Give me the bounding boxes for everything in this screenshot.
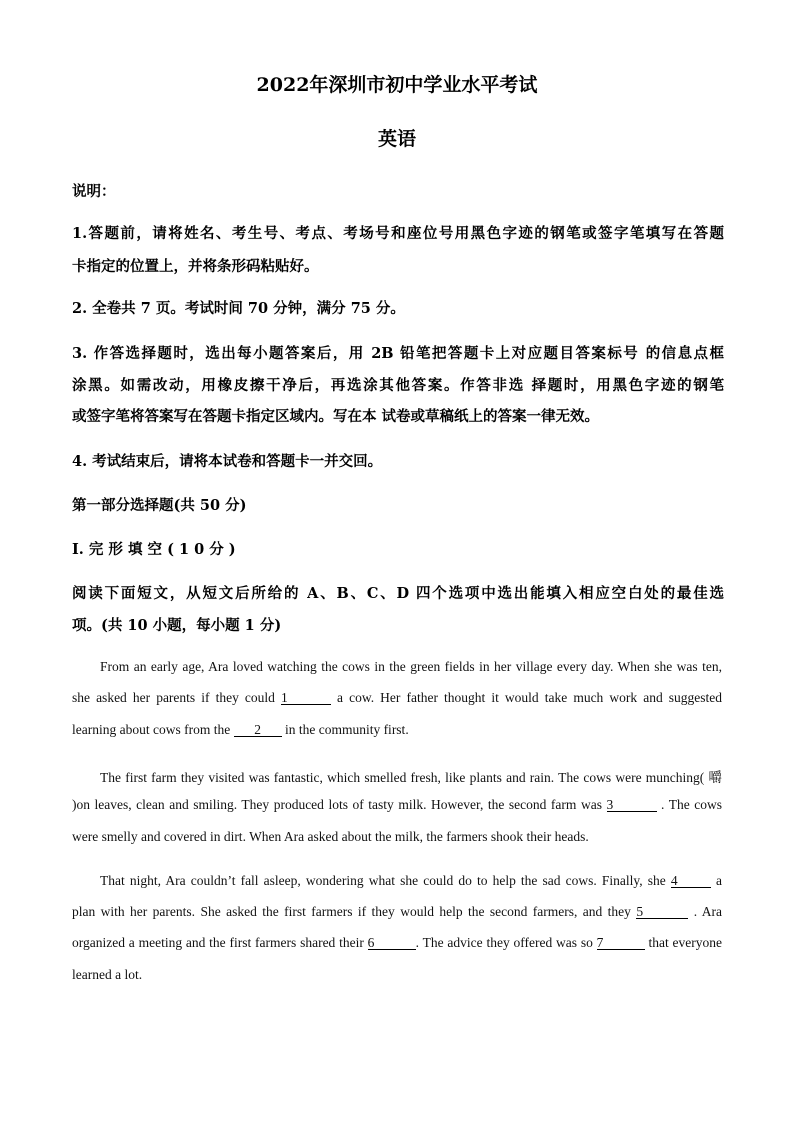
blank-3: 3 bbox=[607, 798, 657, 812]
passage-p3-line-2 bbox=[72, 904, 722, 920]
instruction-3-line-1: 3. 作答选择题时，选出每小题答案后，用 2B 铅笔把答题卡上对应题目答案标号 的信息点框 bbox=[72, 345, 724, 362]
passage-p2-line-1: The first farm they visited was fantastic, which smelled fresh, like plants and rain. The cows were munching( 嚼 bbox=[100, 770, 722, 785]
passage-p3-line-1 bbox=[100, 873, 722, 889]
passage-text: she asked her parents if they could bbox=[72, 690, 281, 705]
exam-title: 2022年深圳市初中学业水平考试 bbox=[256, 74, 538, 96]
passage-text: a bbox=[710, 873, 723, 888]
part1-heading: 第一部分选择题(共 50 分) bbox=[72, 497, 247, 514]
instruction-3-line-2: 涂黑。如需改动，用橡皮擦干净后，再选涂其他答案。作答非选 择题时，用黑色字迹的钢笔 bbox=[72, 377, 724, 394]
passage-p1-line-2 bbox=[72, 690, 722, 706]
passage-text: that everyone bbox=[644, 935, 722, 950]
blank-5: 5 bbox=[636, 905, 688, 919]
blank-2: 2 bbox=[234, 723, 282, 737]
passage-p3-line-4: learned a lot. bbox=[72, 967, 143, 982]
passage-text: . The advice they offered was so bbox=[415, 935, 597, 950]
passage-p2-line-2 bbox=[72, 797, 722, 813]
blank-7: 7 bbox=[597, 936, 645, 950]
instruction-4: 4. 考试结束后，请将本试卷和答题卡一并交回。 bbox=[72, 453, 383, 470]
passage-text: organized a meeting and the first farmers shared their bbox=[72, 935, 368, 950]
instructions-label: 说明： bbox=[72, 183, 116, 200]
passage-p1-line-3 bbox=[72, 722, 722, 738]
passage-text: )on leaves, clean and smiling. They produced lots of tasty milk. However, the second farm was bbox=[72, 797, 607, 812]
subject-title: 英语 bbox=[377, 128, 416, 150]
passage-text: learning about cows from the bbox=[72, 722, 234, 737]
passage-text: in the community first. bbox=[281, 722, 409, 737]
passage-p3-line-3 bbox=[72, 935, 722, 951]
instruction-3-line-3: 或签字笔将答案写在答题卡指定区域内。写在本 试卷或草稿纸上的答案一律无效。 bbox=[72, 408, 600, 425]
passage-text: plan with her parents. She asked the first farmers if they would help the second farmers, and they bbox=[72, 904, 637, 919]
instruction-1-line-1: 1.答题前，请将姓名、考生号、考点、考场号和座位号用黑色字迹的钢笔或签字笔填写在答题 bbox=[72, 225, 724, 242]
passage-text: . The cows bbox=[656, 797, 722, 812]
passage-text: a cow. Her father thought it would take much work and suggested bbox=[330, 690, 723, 705]
blank-1: 1 bbox=[281, 691, 331, 705]
section-title: I. 完 形 填 空 ( 1 0 分 ) bbox=[72, 541, 236, 558]
directions-line-1: 阅读下面短文，从短文后所给的 A、B、C、D 四个选项中选出能填入相应空白处的最佳选 bbox=[72, 585, 724, 602]
blank-4: 4 bbox=[671, 874, 711, 888]
blank-6: 6 bbox=[368, 936, 416, 950]
passage-p2-line-3: were smelly and covered in dirt. When Ara asked about the milk, the farmers shook their heads. bbox=[72, 829, 589, 844]
passage-text: . Ara bbox=[688, 904, 722, 919]
instruction-1-line-2: 卡指定的位置上，并将条形码粘贴好。 bbox=[72, 258, 319, 275]
directions-line-2: 项。(共 10 小题，每小题 1 分) bbox=[72, 617, 282, 634]
instruction-2: 2. 全卷共 7 页。考试时间 70 分钟，满分 75 分。 bbox=[72, 300, 405, 317]
passage-text: That night, Ara couldn’t fall asleep, wondering what she could do to help the sad cows. Finally, she bbox=[100, 873, 671, 888]
passage-p1-line-1: From an early age, Ara loved watching the cows in the green fields in her village every day. When she was ten, bbox=[100, 659, 722, 674]
